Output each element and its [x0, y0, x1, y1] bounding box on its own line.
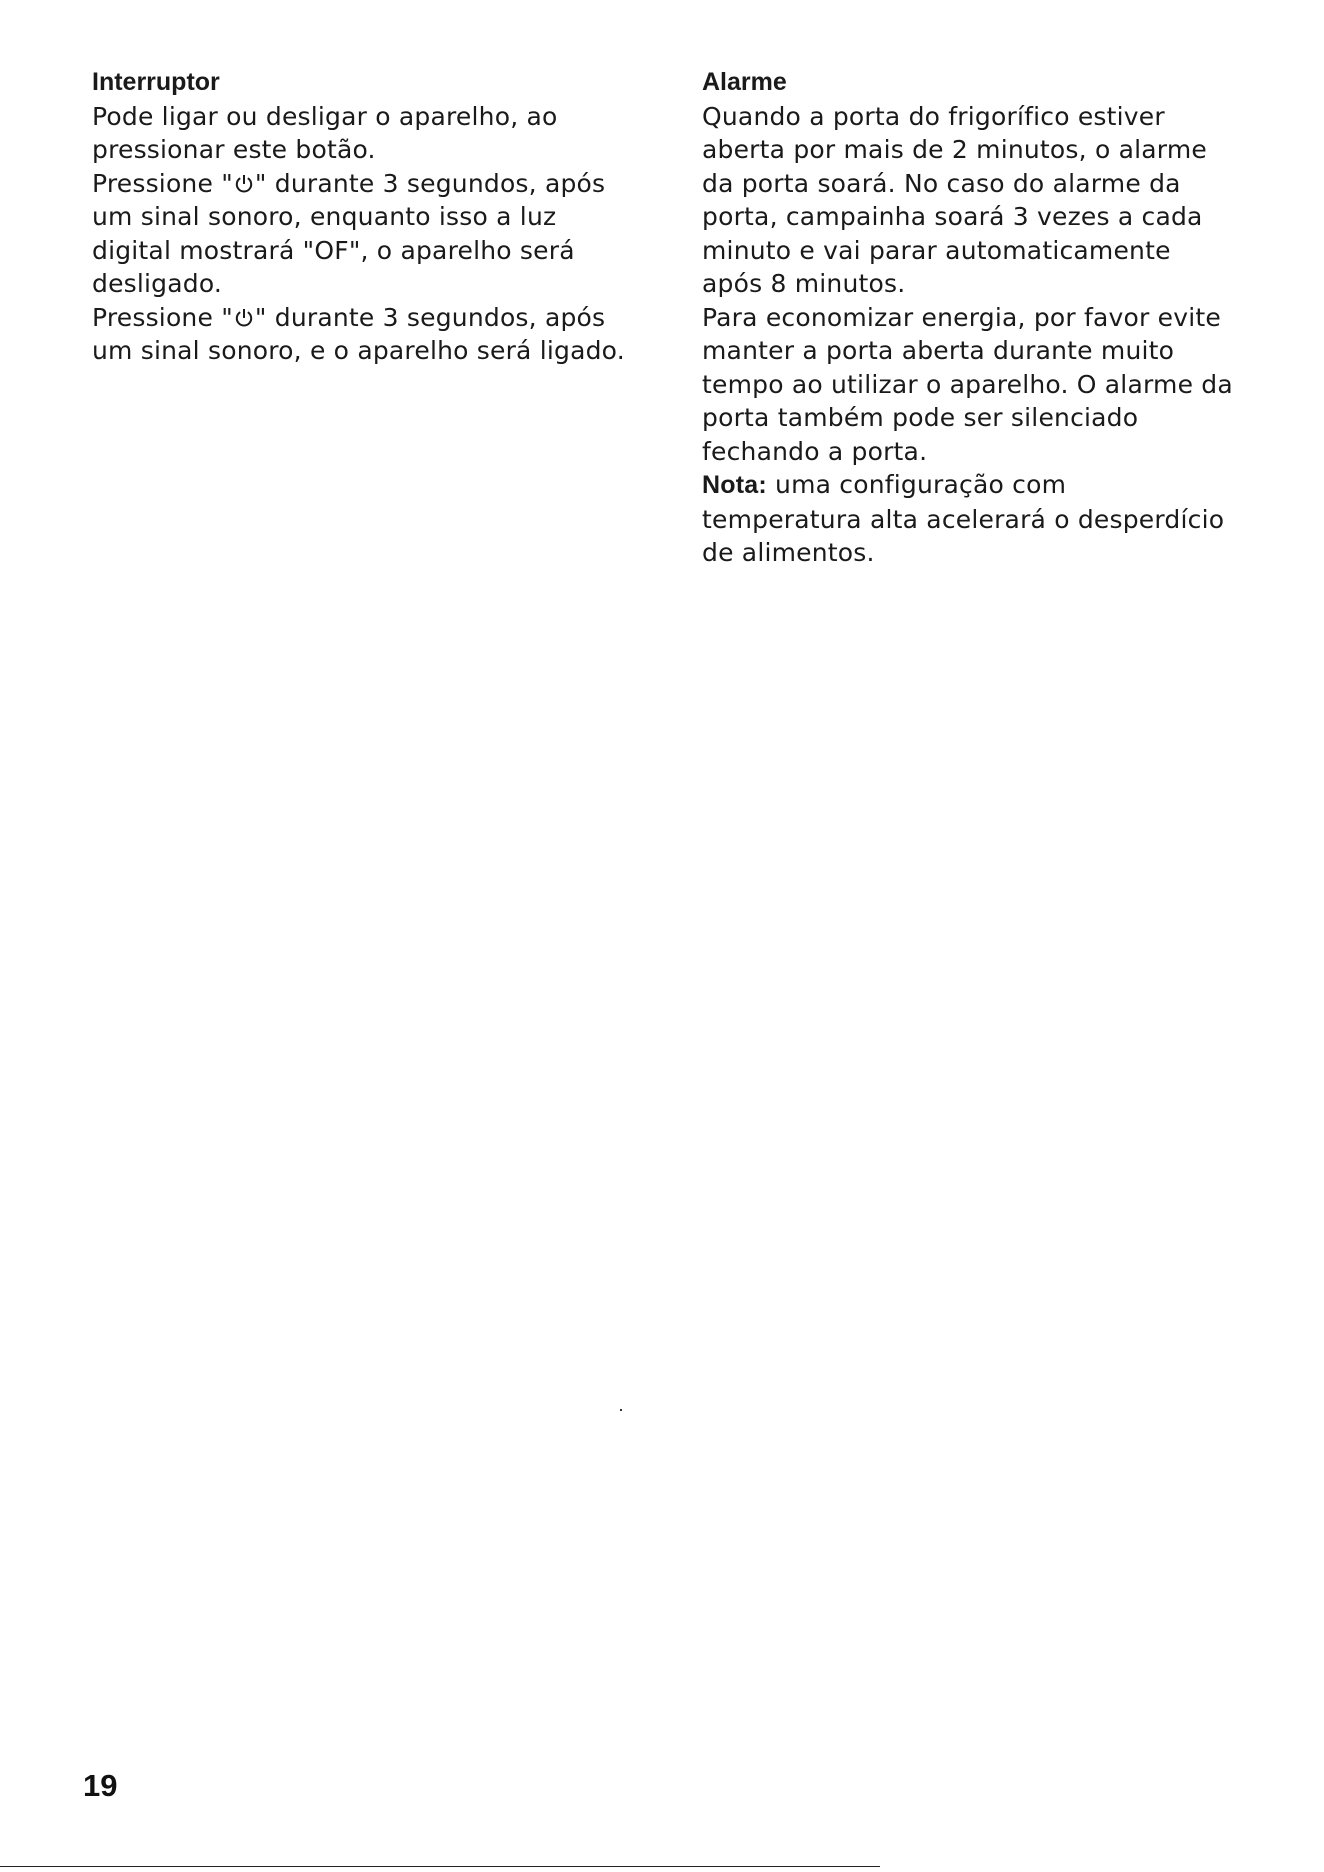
power-icon — [234, 307, 254, 329]
press-suffix: " durante 3 segundos, após — [254, 302, 606, 332]
power-icon — [234, 173, 254, 195]
note-line — [702, 468, 1262, 503]
text-line: da porta soará. No caso do alarme da — [702, 168, 1181, 198]
text-line: de alimentos. — [702, 538, 875, 567]
note-label: Nota: — [702, 471, 767, 499]
text-line: porta também pode ser silenciado — [702, 403, 1139, 432]
section-title-alarme: Alarme — [702, 68, 787, 96]
text-line: digital mostrará "OF", o aparelho será — [92, 235, 575, 265]
text-line: temperatura alta acelerará o desperdício — [702, 504, 1225, 534]
bottom-rule — [0, 1866, 880, 1867]
text-line: pressionar este botão. — [92, 135, 376, 164]
text-line: um sinal sonoro, e o aparelho será ligado. — [92, 336, 625, 365]
stray-dot — [620, 1409, 622, 1411]
text-line: manter a porta aberta durante muito — [702, 336, 1175, 365]
text-line: tempo ao utilizar o aparelho. O alarme da — [702, 369, 1233, 399]
text-line: aberta por mais de 2 minutos, o alarme — [702, 135, 1207, 164]
section-title-interruptor: Interruptor — [92, 68, 220, 96]
press-prefix: Pressione " — [92, 168, 233, 198]
press-prefix: Pressione " — [92, 302, 233, 332]
text-line: minuto e vai parar automaticamente — [702, 235, 1171, 265]
text-line: um sinal sonoro, enquanto isso a luz — [92, 202, 557, 231]
page-number: 19 — [83, 1768, 118, 1803]
text-line: Para economizar energia, por favor evite — [702, 302, 1221, 332]
note-text: uma configuração com — [766, 470, 1067, 499]
text-line: Quando a porta do frigorífico estiver — [702, 101, 1165, 131]
alarme-section — [702, 66, 1262, 570]
text-line: após 8 minutos. — [702, 269, 906, 298]
press-off-line — [92, 167, 652, 201]
interruptor-section — [92, 66, 652, 368]
text-line: fechando a porta. — [702, 436, 928, 466]
press-suffix: " durante 3 segundos, após — [254, 168, 606, 198]
text-line: porta, campainha soará 3 vezes a cada — [702, 202, 1203, 231]
text-line: Pode ligar ou desligar o aparelho, ao — [92, 101, 558, 131]
press-on-line — [92, 301, 652, 335]
text-line: desligado. — [92, 269, 223, 298]
